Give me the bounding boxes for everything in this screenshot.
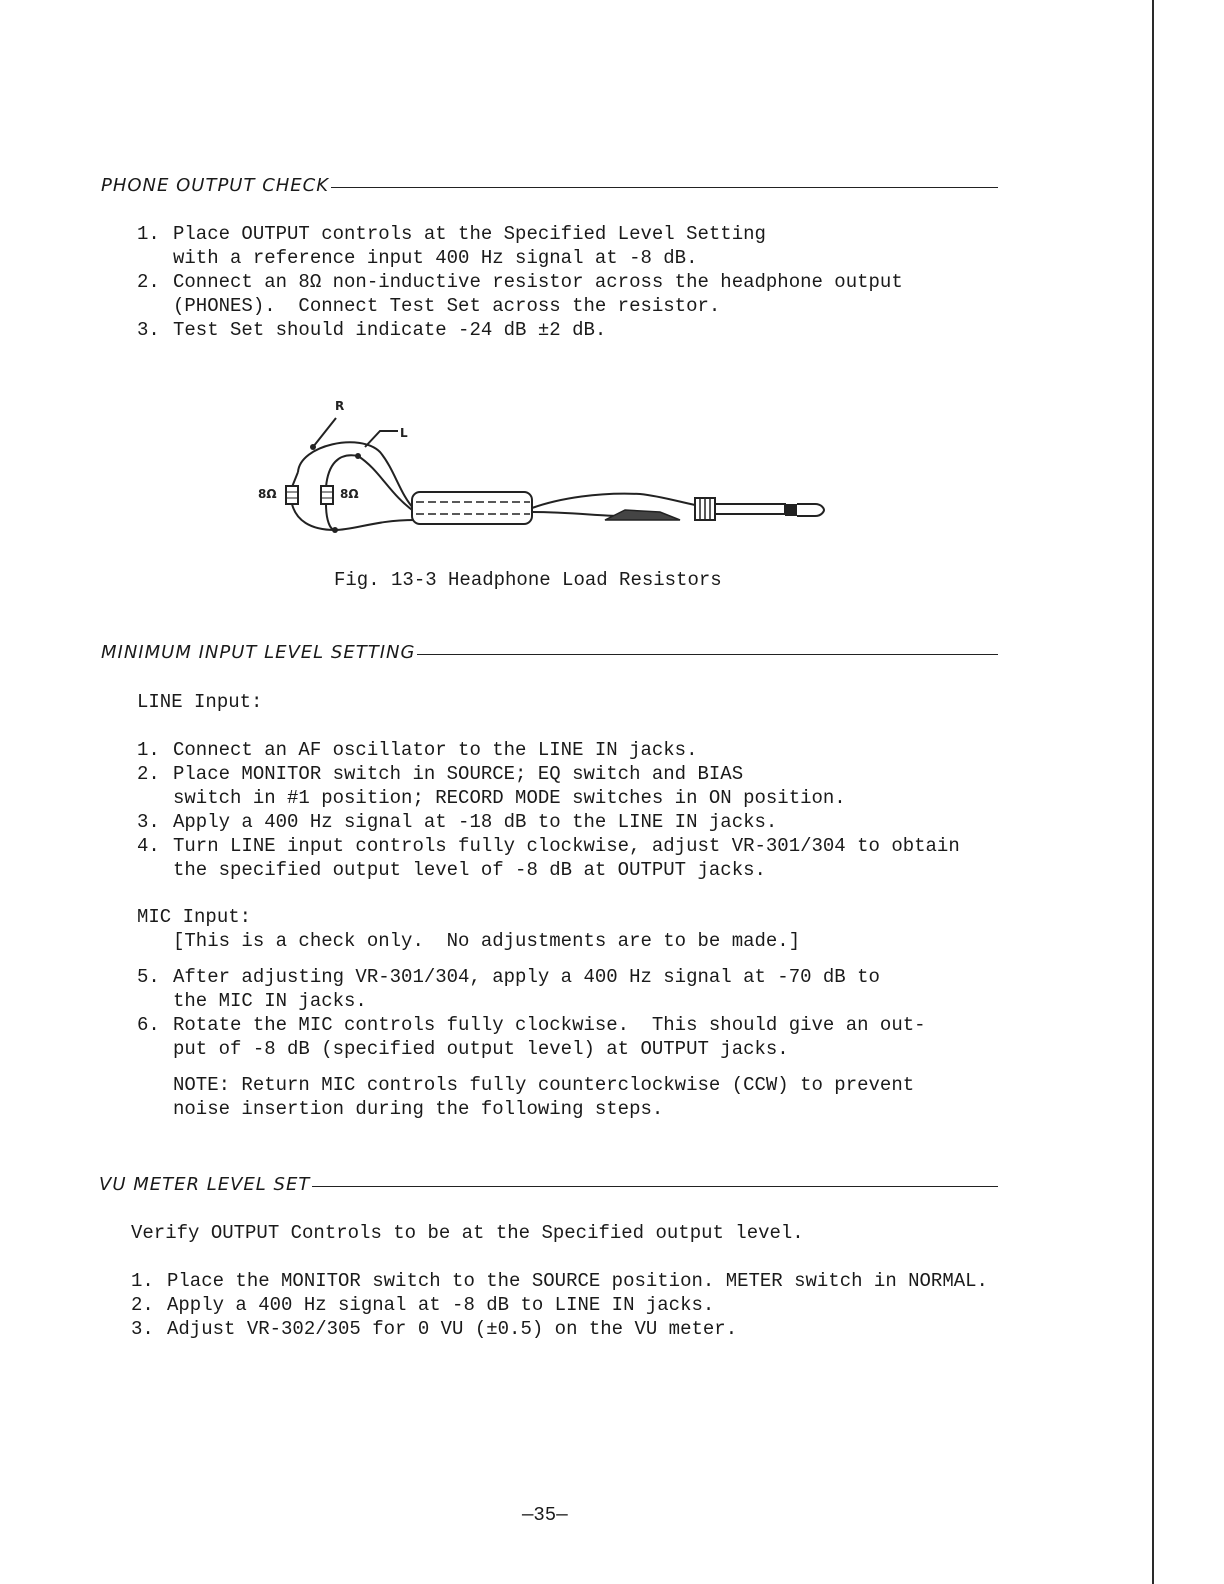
step-number: 3. [131,1318,154,1340]
step-text: switch in #1 position; RECORD MODE switches in ON position. [173,787,846,809]
solder-point [355,453,361,459]
resistor-right [321,486,333,504]
vu-intro [131,1221,804,1245]
plug-wire [532,512,620,516]
section-heading-phone-output-check [101,175,998,196]
list-item [137,318,903,342]
plug-tip [797,504,824,516]
heading-rule [331,187,998,188]
page-number: —35— [522,1504,568,1526]
step-text: Apply a 400 Hz signal at -8 dB to LINE IN jacks. [167,1294,715,1316]
mic-input-steps [137,965,926,1061]
intro-text: Verify OUTPUT Controls to be at the Specified output level. [131,1222,804,1244]
resistor-left [286,486,298,504]
step-number: 5. [137,966,160,988]
figure-caption: Fig. 13-3 Headphone Load Resistors [334,569,722,591]
step-number: 1. [131,1270,154,1292]
step-text: (PHONES). Connect Test Set across the resistor. [173,295,721,317]
mic-input-block [137,905,800,953]
step-text: Connect an 8Ω non-inductive resistor across the headphone output [173,271,903,293]
plug-wire [532,494,695,508]
step-text: Turn LINE input controls fully clockwise, adjust VR-301/304 to obtain [173,835,960,857]
resistor-left-label: 8Ω [258,487,277,501]
note-text: noise insertion during the following steps. [173,1098,664,1120]
plug-ring [785,504,797,516]
list-item [131,1269,988,1293]
solder-point [332,527,338,533]
list-item [137,738,960,762]
mic-check-note: [This is a check only. No adjustments are to be made.] [173,930,801,952]
step-number: 2. [131,1294,154,1316]
step-text: with a reference input 400 Hz signal at -8 dB. [173,247,698,269]
list-item [137,965,926,1013]
step-text: Apply a 400 Hz signal at -18 dB to the LINE IN jacks. [173,811,778,833]
solder-point [310,444,316,450]
page-edge-line [1152,0,1154,1584]
step-text: Place the MONITOR switch to the SOURCE position. METER switch in NORMAL. [167,1270,988,1292]
plug-sleeve-body [412,492,532,524]
list-item [131,1293,988,1317]
step-number: 4. [137,835,160,857]
list-item [131,1317,988,1341]
subheading: LINE Input: [137,691,263,713]
step-number: 3. [137,811,160,833]
step-number: 3. [137,319,160,341]
line-input-steps [137,738,960,882]
section-heading-vu-meter-level-set [99,1174,998,1195]
step-number: 1. [137,739,160,761]
step-text: After adjusting VR-301/304, apply a 400 Hz signal at -70 dB to [173,966,880,988]
section-heading-minimum-input-level [101,642,998,663]
step-number: 2. [137,763,160,785]
phone-output-steps [137,222,903,342]
list-item [137,222,903,270]
list-item [137,810,960,834]
heading-rule [312,1186,998,1187]
subheading: MIC Input: [137,906,252,928]
note-block [173,1073,914,1121]
list-item [137,762,960,810]
step-number: 1. [137,223,160,245]
headphone-load-resistor-diagram [240,390,840,550]
step-text: put of -8 dB (specified output level) at OUTPUT jacks. [173,1038,789,1060]
vu-meter-steps [131,1269,988,1341]
label-r: R [335,399,345,413]
section-title: PHONE OUTPUT CHECK [101,175,330,196]
step-text: Adjust VR-302/305 for 0 VU (±0.5) on the VU meter. [167,1318,738,1340]
plug-terminal [605,510,680,520]
step-text: Place OUTPUT controls at the Specified Level Setting [173,223,766,245]
step-text: the specified output level of -8 dB at OUTPUT jacks. [173,859,766,881]
label-l: L [400,426,408,440]
step-text: the MIC IN jacks. [173,990,367,1012]
step-text: Place MONITOR switch in SOURCE; EQ switch and BIAS [173,763,744,785]
step-text: Connect an AF oscillator to the LINE IN jacks. [173,739,698,761]
step-text: Test Set should indicate -24 dB ±2 dB. [173,319,607,341]
step-number: 2. [137,271,160,293]
wires [292,418,415,530]
resistor-right-label: 8Ω [340,487,359,501]
step-text: Rotate the MIC controls fully clockwise. This should give an out- [173,1014,926,1036]
plug-shaft [715,504,785,514]
note-text: NOTE: Return MIC controls fully counterclockwise (CCW) to prevent [173,1074,915,1096]
list-item [137,1013,926,1061]
section-title: MINIMUM INPUT LEVEL SETTING [101,642,416,663]
list-item [137,270,903,318]
step-number: 6. [137,1014,160,1036]
section-title: VU METER LEVEL SET [99,1174,311,1195]
heading-rule [417,654,998,655]
list-item [137,834,960,882]
line-input-label [137,690,262,714]
